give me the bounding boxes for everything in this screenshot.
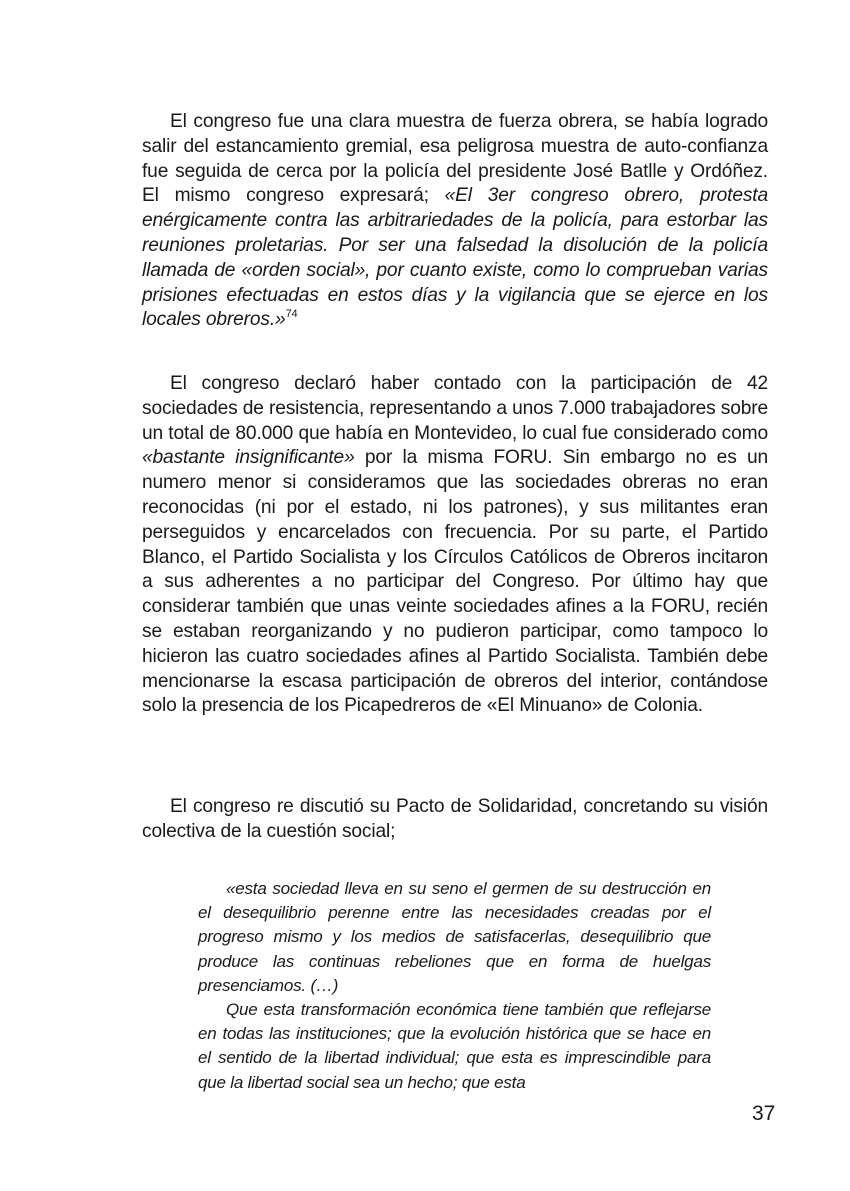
congress-quote: «El 3er congreso obrero, protesta enérgicamente contra las arbitrariedades de la policía, para estorbar las reuniones proletarias. Por ser una falsedad la disolución de la policía llamada de «orden social», por cuanto existe, como lo comprueban varias prisiones efectuadas en estos días y la vigilancia que se ejerce en los locales obreros.» (142, 185, 768, 331)
block-quote-paragraph-1: «esta sociedad lleva en su seno el germen de su destrucción en el desequilibrio perenne entre las necesidades creadas por el progreso mismo y los medios de satisfacerlas, desequilibrio que produce las continuas rebeliones que en forma de huelgas presenciamos. (…) (198, 879, 711, 995)
block-quote (198, 877, 711, 1095)
footnote-ref-74[interactable]: 74 (285, 308, 298, 321)
page-number: 37 (752, 1102, 776, 1125)
body-paragraph-3 (142, 795, 768, 845)
body-paragraph-2 (142, 372, 768, 719)
paragraph-3-text: El congreso re discutió su Pacto de Solidaridad, concretando su visión colectiva de la cuestión social; (142, 796, 768, 842)
paragraph-1-text: El congreso fue una clara muestra de fuerza obrera, se había logrado salir del estancamiento gremial, esa peligrosa muestra de auto-confianza fue seguida de cerca por la policía del presidente José Batlle y Ordóñez. El mismo congreso expresará; (142, 111, 768, 207)
body-paragraph-1 (142, 110, 768, 333)
insignificant-quote: «bastante insignificante» (142, 447, 355, 469)
block-quote-paragraph-2: Que esta transformación económica tiene también que reflejarse en todas las instituciones; que la evolución histórica que se hace en el sentido de la libertad individual; que esta es imprescindible para que la libertad social sea un hecho; que esta (198, 1000, 711, 1092)
paragraph-2-text-end: por la misma FORU. Sin embargo no es un numero menor si consideramos que las sociedades obreras no eran reconocidas (ni por el estado, ni los patrones), y sus militantes eran perseguidos y encarcelados con frecuencia. Por su parte, el Partido Blanco, el Partido Socialista y los Círculos Católicos de Obreros incitaron a sus adherentes a no participar del Congreso. Por último hay que considerar también que unas veinte sociedades afines a la FORU, recién se estaban reorganizando y no pudieron participar, como tampoco lo hicieron las cuatro sociedades afines al Partido Socialista. También debe mencionarse la escasa participación de obreros del interior, contándose solo la presencia de los Picapedreros de «El Minuano» de Colonia. (142, 447, 768, 717)
paragraph-2-text-start: El congreso declaró haber contado con la participación de 42 sociedades de resistencia, representando a unos 7.000 trabajadores sobre un total de 80.000 que había en Montevideo, lo cual fue considerado como (142, 373, 769, 444)
